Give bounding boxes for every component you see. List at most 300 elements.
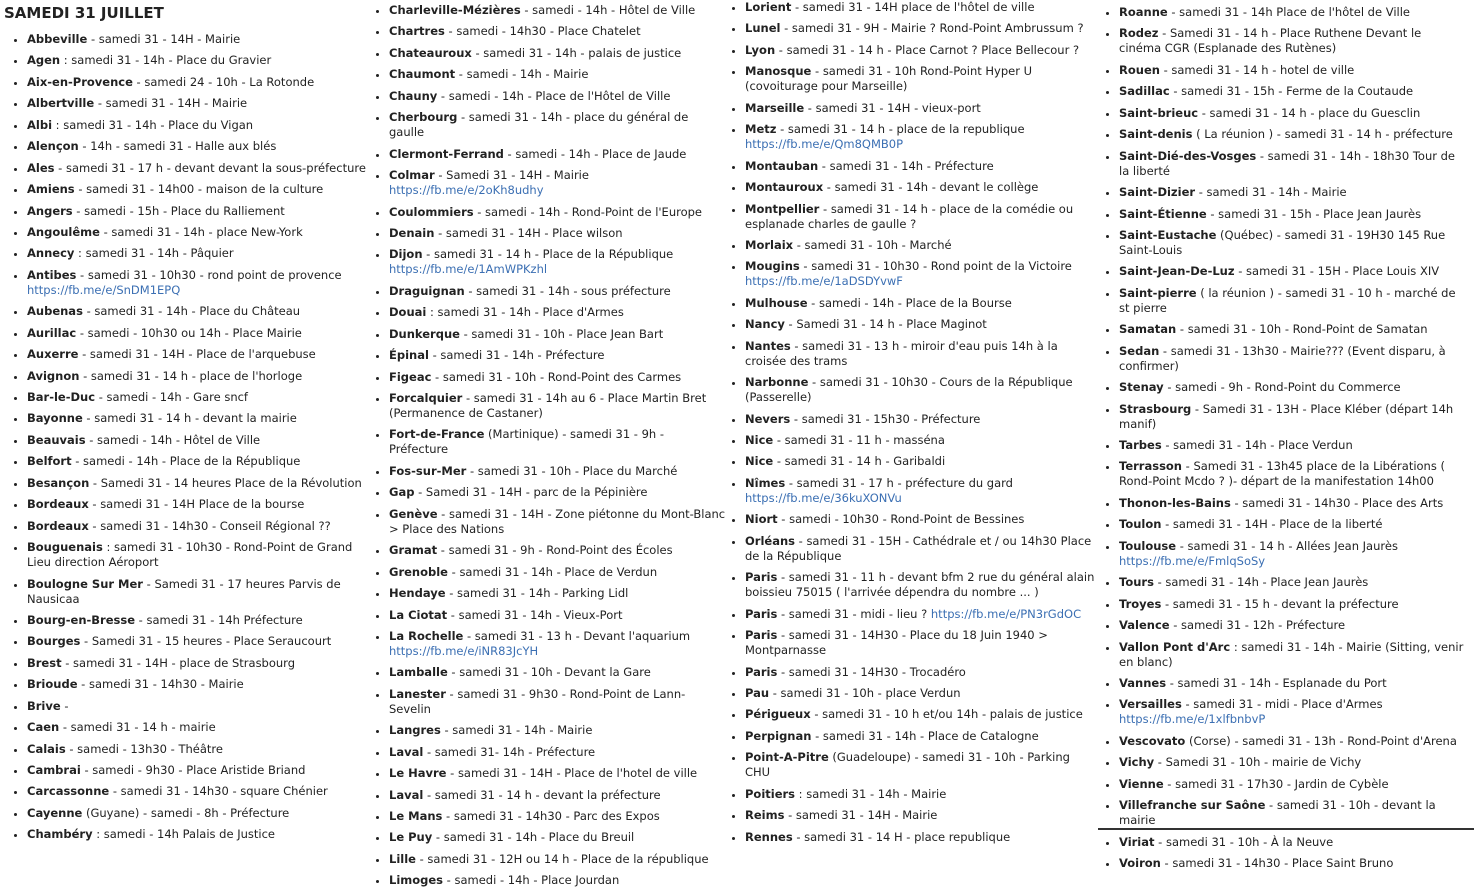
event-details: - samedi - 10h30 - Rond-Point de Bessines <box>777 512 1025 527</box>
list-item <box>745 296 1096 311</box>
list-item <box>1119 856 1466 871</box>
list-item <box>27 784 370 799</box>
event-link[interactable]: https://fb.me/e/SnDM1EPQ <box>27 282 181 297</box>
list-item <box>745 159 1096 174</box>
event-details: : samedi 31 - 10h30 - Rond-Point de Grand Lieu direction Aéroport <box>27 540 353 570</box>
city-name: Abbeville <box>27 32 88 46</box>
list-item <box>27 613 370 628</box>
list-item <box>27 268 370 298</box>
event-details: - Samedi 31 - 15 heures - Place Seraucourt <box>80 634 332 649</box>
city-name: Le Puy <box>389 830 433 845</box>
event-details: - samedi 31 - 14h - sous préfecture <box>464 283 671 298</box>
list-item <box>389 873 726 888</box>
event-details: - samedi - 14h30 - Place Chatelet <box>444 24 641 39</box>
city-name: Fos-sur-Mer <box>389 463 467 478</box>
event-details: - samedi 31 - 14H place de l'hôtel de ville <box>791 0 1035 14</box>
event-link[interactable]: https://fb.me/e/FmlqSoSy <box>1119 553 1266 568</box>
city-name: Reims <box>745 808 785 823</box>
list-item <box>745 433 1096 448</box>
list-item <box>745 534 1096 564</box>
list-item <box>745 64 1096 94</box>
list-item <box>389 247 726 277</box>
city-name: Paris <box>745 570 778 585</box>
city-name: Albertville <box>27 96 95 111</box>
list-item <box>27 806 370 821</box>
city-name: Rouen <box>1119 62 1160 77</box>
event-details: - samedi 31 - 9h - Rond-Point des Écoles <box>437 543 673 558</box>
city-name: Gramat <box>389 543 438 558</box>
event-details: ( la réunion ) - samedi 31 - 10 h - marché de st pierre <box>1119 285 1456 315</box>
event-link[interactable]: https://fb.me/e/1AmWPKzhl <box>389 262 548 277</box>
city-name: Roanne <box>1119 5 1168 19</box>
list-item <box>745 375 1096 405</box>
list-item <box>389 565 726 580</box>
event-details: - 14h - samedi 31 - Halle aux blés <box>78 139 277 154</box>
city-name: Genève <box>389 506 438 521</box>
event-details: - samedi 31 - 14h Place de l'hôtel de Ville <box>1167 5 1410 19</box>
event-details: - samedi 31 - 17 h - préfecture du gard <box>785 475 1013 490</box>
list-item <box>745 808 1096 823</box>
city-name: Épinal <box>389 348 429 363</box>
list-item <box>745 750 1096 780</box>
city-name: Bayonne <box>27 411 83 426</box>
event-details: - samedi - 9h30 - Place Aristide Briand <box>80 763 306 777</box>
event-details: - samedi 31 - 14 h - Place Carnot ? Place Bellecour ? <box>775 42 1080 57</box>
list-item <box>1119 734 1466 749</box>
city-name: Coulommiers <box>389 204 474 219</box>
list-item <box>27 497 370 512</box>
event-details: - samedi - 14h - Mairie <box>455 67 589 82</box>
event-details: - samedi - 15h - Place du Ralliement <box>72 203 285 218</box>
event-details: : samedi 31 - 14h - Place du Gravier <box>60 53 272 68</box>
list-item <box>1119 835 1466 850</box>
event-details: - samedi - 14h - Place de l'Hôtel de Ville <box>437 88 671 103</box>
event-details: - samedi 31 - 14 h - Garibaldi <box>773 454 946 469</box>
city-name: Strasbourg <box>1119 401 1192 416</box>
list-item <box>27 118 370 133</box>
list-item <box>1119 640 1466 670</box>
event-details: : samedi 31 - 14h - Mairie (Sitting, venir en blanc) <box>1119 639 1464 669</box>
city-name: Saint-Étienne <box>1119 206 1207 221</box>
event-link[interactable]: https://fb.me/e/iNR83JcYH <box>389 643 539 658</box>
city-name: Colmar <box>389 168 435 183</box>
event-details: - samedi - 14h - Gare sncf <box>95 390 248 404</box>
list-item <box>27 634 370 649</box>
event-details: (Québec) - samedi 31 - 19H30 145 Rue Saint-Louis <box>1119 227 1446 257</box>
list-item <box>1119 63 1466 78</box>
event-details: - samedi 31 - 14H30 - Place du 18 Juin 1940 > Montparnasse <box>745 628 1048 658</box>
event-details: - samedi 31 - 14 H - place republique <box>792 829 1011 844</box>
city-name: Pau <box>745 685 770 700</box>
event-details: - samedi 31 - 14h - place du général de gaulle <box>389 110 689 140</box>
event-details: - samedi 31 - 10h - Marché <box>793 237 952 252</box>
city-name: Boulogne Sur Mer <box>27 576 143 591</box>
event-link[interactable]: https://fb.me/e/1aDSDYvwF <box>745 274 903 289</box>
event-details: : samedi - 14h Palais de Justice <box>92 827 275 842</box>
city-name: Morlaix <box>745 237 794 252</box>
list-item <box>745 476 1096 506</box>
list-item <box>745 729 1096 744</box>
city-name: Paris <box>745 664 778 679</box>
city-name: Angoulême <box>27 224 100 239</box>
list-item <box>27 519 370 534</box>
city-name: Annecy <box>27 246 75 261</box>
city-name: Lyon <box>745 42 776 57</box>
list-item <box>745 686 1096 701</box>
list-item <box>745 665 1096 680</box>
event-details: - samedi 31 - 10h30 - rond point de provence <box>76 267 342 282</box>
city-name: Fort-de-France <box>389 427 485 442</box>
city-name: Grenoble <box>389 564 448 579</box>
list-item <box>745 180 1096 195</box>
event-details: - samedi 31 - 14h30 - Place des Arts <box>1230 495 1444 510</box>
event-details: - samedi 31 - 14H Place de la bourse <box>88 497 305 512</box>
list-item <box>27 677 370 692</box>
city-name: Orléans <box>745 533 795 548</box>
list-item <box>389 852 726 867</box>
event-details: - samedi 31 - 15h - Ferme de la Coutaude <box>1169 84 1414 99</box>
list-item <box>1119 438 1466 453</box>
event-details: - Samedi 31 - 13h45 place de la Libérations ( Rond-Point Mcdo ? )- départ de la manifestation 14h00 <box>1119 459 1445 489</box>
list-item <box>1119 286 1466 316</box>
event-details: - Samedi 31 - 14H - parc de la Pépinière <box>414 485 648 500</box>
city-name: Clermont-Ferrand <box>389 146 504 161</box>
city-name: Point-A-Pitre <box>745 750 829 765</box>
list-item <box>1119 185 1466 200</box>
event-details: - samedi 31 - 14h - Préfecture <box>428 348 605 363</box>
list-item <box>389 168 726 198</box>
city-name: Saint-Jean-De-Luz <box>1119 264 1235 279</box>
city-name: Calais <box>27 741 66 756</box>
event-details: - samedi 31 - 14h - Parking Lidl <box>445 586 629 601</box>
event-details: - samedi 31 - 10h - Place Jean Bart <box>459 326 664 341</box>
event-details: - samedi 31 - 14 h - mairie <box>59 720 216 735</box>
list-item <box>745 570 1096 600</box>
city-name: Douai <box>389 305 427 320</box>
event-details: - samedi - 13h30 - Théâtre <box>65 741 223 756</box>
event-details: - samedi 31 - 17h30 - Jardin de Cybèle <box>1163 776 1389 791</box>
list-item <box>1119 5 1466 20</box>
list-item <box>389 507 726 537</box>
list-item <box>1119 228 1466 258</box>
list-item <box>389 608 726 623</box>
city-name: Périgueux <box>745 707 811 722</box>
event-details: - samedi 31 - 14h30 - Place Saint Bruno <box>1160 856 1394 870</box>
list-item <box>745 454 1096 469</box>
list-item <box>745 238 1096 253</box>
city-name: Avignon <box>27 368 80 383</box>
event-link[interactable]: https://fb.me/e/1xlfbnbvP <box>1119 712 1266 727</box>
city-name: Rennes <box>745 829 793 844</box>
list-item <box>27 347 370 362</box>
city-name: Aurillac <box>27 325 77 340</box>
list-item <box>1119 344 1466 374</box>
list-item <box>389 629 726 659</box>
list-item <box>1119 84 1466 99</box>
city-name: Troyes <box>1119 596 1162 611</box>
event-details: (Guadeloupe) - samedi 31 - 10h - Parking CHU <box>745 750 1070 780</box>
city-name: Metz <box>745 122 777 137</box>
event-details: - samedi 31 - 14 h - Place de la République <box>422 247 674 262</box>
event-details: - samedi 31 - 14H - place de Strasbourg <box>61 655 296 670</box>
city-name: Manosque <box>745 64 812 79</box>
event-details: - samedi 31 - 14h au 6 - Place Martin Bret (Permanence de Castaner) <box>389 391 707 420</box>
city-name: Villefranche sur Saône <box>1119 798 1266 813</box>
list-item <box>389 305 726 320</box>
event-details: - samedi 31 - 17 h - devant devant la sous-préfecture <box>54 160 366 175</box>
city-name: Sedan <box>1119 343 1160 358</box>
list-item <box>389 745 726 760</box>
event-details: - samedi - 14h - Place de Jaude <box>503 146 687 161</box>
list-item <box>389 370 726 385</box>
city-name: Tarbes <box>1119 438 1162 452</box>
event-details: - samedi 31 - midi - lieu ? <box>777 606 931 621</box>
city-name: Laval <box>389 787 424 802</box>
city-name: Saint-denis <box>1119 127 1193 142</box>
event-details: - samedi 31 - 14H - Place de l'arquebuse <box>78 347 316 362</box>
city-name: Laval <box>389 744 424 759</box>
city-name: Alençon <box>27 139 79 154</box>
list-item <box>389 110 726 140</box>
column-3 <box>730 0 1096 851</box>
event-details: - samedi 31 - 14H - Mairie <box>87 32 241 46</box>
event-details: - Samedi 31 - 14H - Mairie <box>434 168 589 183</box>
city-name: Mougins <box>745 259 800 274</box>
city-name: Lunel <box>745 21 781 36</box>
event-details: - samedi 31 - midi - Place d'Armes <box>1181 697 1383 712</box>
event-link[interactable]: https://fb.me/e/2oKh8udhy <box>389 183 544 198</box>
city-name: Vichy <box>1119 755 1155 770</box>
city-name: Tours <box>1119 575 1154 590</box>
list-item <box>1119 517 1466 532</box>
city-name: Hendaye <box>389 586 446 601</box>
event-link[interactable]: https://fb.me/e/36kuXONVu <box>745 490 902 505</box>
event-details: - samedi 31 - 10h - À la Neuve <box>1154 834 1334 849</box>
event-details: - samedi 31 - 14h - Mairie <box>440 723 593 738</box>
event-details: - samedi 31 - 11 h - masséna <box>773 433 945 447</box>
list-item <box>1119 459 1466 489</box>
city-name: La Ciotat <box>389 607 448 622</box>
city-name: Toulouse <box>1119 538 1177 553</box>
city-name: Samatan <box>1119 322 1177 337</box>
event-details: - samedi 31 - 11 h - devant bfm 2 rue du général alain boissieu 75015 ( l'arrivée dépendra du nombre ... ) <box>745 570 1095 600</box>
city-name: Le Havre <box>389 766 447 781</box>
event-details: - samedi 31 - 14H - Place de la liberté <box>1161 517 1383 532</box>
city-name: Nîmes <box>745 475 786 490</box>
city-name: Nancy <box>745 317 785 332</box>
event-details: - samedi 31 - 10 h et/ou 14h - palais de justice <box>810 707 1083 722</box>
city-name: Paris <box>745 606 778 621</box>
event-details: - samedi 31 - 14H - Place de l'hotel de ville <box>446 766 698 781</box>
list-item <box>1119 676 1466 691</box>
list-item <box>389 327 726 342</box>
event-details: - samedi 31 - 10h - Rond-Point de Samatan <box>1176 322 1428 337</box>
event-details: - samedi 31 - 14H - Place wilson <box>434 225 623 240</box>
event-details: - samedi 31 - 10h30 - Rond point de la Victoire <box>799 259 1072 274</box>
list-item <box>1119 26 1466 56</box>
event-details: - samedi 31 - 10h - devant la mairie <box>1119 798 1436 828</box>
city-name: Gap <box>389 485 415 500</box>
list-item <box>27 433 370 448</box>
list-item <box>27 75 370 90</box>
list-item <box>27 139 370 154</box>
event-details: - samedi 31 - 14h - Place de Verdun <box>447 564 658 579</box>
city-name: Chateauroux <box>389 45 472 60</box>
event-details: - samedi 31 - 14h Préfecture <box>135 612 303 627</box>
event-details: - samedi 31 - 14H - Mairie <box>784 808 938 823</box>
event-details: - Samedi 31 - 14 h - Place Ruthene Devant le cinéma CGR (Esplanade des Rutènes) <box>1119 26 1422 56</box>
event-details: - samedi 31 - 9h30 - Rond-Point de Lann-Sevelin <box>389 686 686 716</box>
list-item <box>389 687 726 717</box>
list-item <box>27 656 370 671</box>
list-item <box>389 24 726 39</box>
city-name: Le Mans <box>389 809 443 823</box>
city-name: Beauvais <box>27 432 86 447</box>
event-details: - samedi 31 - 14h - place New-York <box>99 224 303 239</box>
event-details: - samedi 31 - 14H - Mairie <box>94 96 248 111</box>
page-title: SAMEDI 31 JUILLET <box>4 4 164 22</box>
list-item <box>27 182 370 197</box>
event-details: - samedi 31 - 10h - Place du Marché <box>466 463 678 478</box>
city-name: Chaumont <box>389 67 456 82</box>
event-details: - samedi 31 - 14 h - place de la comédie ou esplanade charles de gaulle ? <box>745 201 1074 231</box>
event-link[interactable]: https://fb.me/e/PN3rGdOC <box>930 606 1082 621</box>
event-details: ( La réunion ) - samedi 31 - 14 h - préfecture <box>1192 127 1453 142</box>
list-item <box>745 101 1096 116</box>
list-item <box>389 3 726 18</box>
list-item <box>745 43 1096 58</box>
event-details: - samedi 31 - 14H30 - Trocadéro <box>777 664 966 679</box>
event-details: - samedi 31 - 14h30 - Conseil Régional ?? <box>88 518 331 533</box>
list-item <box>389 89 726 104</box>
event-details: - samedi 31 - 12h - Préfecture <box>1169 618 1346 633</box>
city-name: Ales <box>27 160 55 175</box>
event-details: - samedi - 14h - Hôtel de Ville <box>520 3 696 17</box>
event-details: - Samedi 31 - 17 heures Parvis de Nausicaa <box>27 576 341 606</box>
city-name: Vannes <box>1119 675 1167 690</box>
event-details: - samedi 31 - 10h - Rond-Point des Carmes <box>431 369 682 384</box>
event-details: - samedi 31 - 15h - Place Jean Jaurès <box>1206 206 1422 221</box>
list-item <box>389 723 726 738</box>
list-item <box>27 304 370 319</box>
event-link[interactable]: https://fb.me/e/Qm8QMB0P <box>745 137 904 152</box>
city-name: Belfort <box>27 454 72 469</box>
list-item <box>389 788 726 803</box>
list-item <box>745 21 1096 36</box>
city-name: Lamballe <box>389 665 448 680</box>
event-details: - Samedi 31 - 10h - mairie de Vichy <box>1154 755 1362 770</box>
list-item <box>1119 496 1466 511</box>
city-name: Chambéry <box>27 827 93 842</box>
list-item <box>1119 777 1466 792</box>
event-details: - samedi 31 - 10h - place Verdun <box>769 685 961 700</box>
column-2 <box>374 3 726 895</box>
city-name: Carcassonne <box>27 784 110 799</box>
list-item <box>389 665 726 680</box>
city-name: Nevers <box>745 411 791 426</box>
event-details: - samedi 31 - 13h30 - Mairie??? (Event disparu, à confirmer) <box>1119 343 1446 373</box>
event-details: - samedi 31 - 14h30 - square Chénier <box>109 784 328 799</box>
event-details: - samedi 31 - 14h00 - maison de la culture <box>74 182 324 197</box>
list-item <box>27 369 370 384</box>
list-item <box>1119 380 1466 395</box>
event-details: : samedi 31 - 14h - Mairie <box>795 786 947 801</box>
city-name: Bourg-en-Bresse <box>27 612 136 627</box>
city-name: Limoges <box>389 873 444 888</box>
list-item <box>389 205 726 220</box>
event-details: (Martinique) - samedi 31 - 9h - Préfecture <box>389 427 665 457</box>
list-item <box>1119 402 1466 432</box>
list-item <box>1119 539 1466 569</box>
city-name: Versailles <box>1119 697 1182 712</box>
list-item <box>389 543 726 558</box>
city-name: Marseille <box>745 100 805 115</box>
list-item <box>27 326 370 341</box>
city-name: Charleville-Mézières <box>389 3 521 17</box>
event-details: - samedi 31 - 14h - Place Verdun <box>1161 438 1353 452</box>
list-item <box>389 391 726 421</box>
list-item <box>27 246 370 261</box>
city-name: Forcalquier <box>389 391 463 405</box>
city-name: Lille <box>389 851 416 866</box>
list-item <box>27 32 370 47</box>
event-details: - samedi 31 - 14h - Vieux-Port <box>447 607 623 622</box>
event-details: : samedi 31 - 14h - Pâquier <box>74 246 234 261</box>
event-details: (Corse) - samedi 31 - 13h - Rond-Point d'Arena <box>1185 733 1457 748</box>
event-details: - samedi 31 - 14H - Zone piétonne du Mont-Blanc > Place des Nations <box>389 506 726 536</box>
city-name: Niort <box>745 512 778 527</box>
city-name: Bourges <box>27 634 81 649</box>
list-item <box>27 454 370 469</box>
event-details: - Samedi 31 - 14 h - Place Maginot <box>784 317 987 332</box>
city-name: Narbonne <box>745 375 809 390</box>
event-details: - samedi 31 - 14h - palais de justice <box>471 45 682 60</box>
list-item <box>27 161 370 176</box>
list-item <box>389 830 726 845</box>
city-name: Rodez <box>1119 26 1159 41</box>
list-item <box>389 147 726 162</box>
city-name: Voiron <box>1119 856 1161 870</box>
city-name: Draguignan <box>389 283 465 298</box>
city-name: Nice <box>745 454 774 469</box>
city-name: Terrasson <box>1119 459 1182 474</box>
city-name: Bordeaux <box>27 518 89 533</box>
column-4 <box>1104 5 1466 877</box>
list-item <box>1119 264 1466 279</box>
city-name: Saint-Dizier <box>1119 185 1196 200</box>
event-details: - samedi 31 - 12H ou 14 h - Place de la république <box>415 851 709 866</box>
event-details: - samedi 31 - 14h - Préfecture <box>818 158 994 173</box>
event-details: - samedi 31 - 14h - Place du Breuil <box>432 830 635 845</box>
list-item <box>745 787 1096 802</box>
event-details: - samedi 31 - 15H - Place Louis XIV <box>1234 264 1440 279</box>
list-item <box>389 284 726 299</box>
event-details: - samedi 31 - 10h30 - Cours de la République (Passerelle) <box>745 375 1073 405</box>
list-item <box>27 540 370 570</box>
event-details: - samedi - 14h - Place de la République <box>71 454 301 469</box>
event-details: - samedi - 14h - Place de la Bourse <box>807 295 1012 310</box>
city-name: Brive <box>27 698 61 713</box>
event-details: - samedi 31 - 14h30 - Mairie <box>77 677 244 692</box>
city-name: Saint-Dié-des-Vosges <box>1119 148 1257 163</box>
event-details: - samedi 31 - 14 h - place de l'horloge <box>79 368 303 383</box>
event-details: - samedi 31 - 14 h - Allées Jean Jaurès <box>1176 538 1398 553</box>
list-item <box>389 485 726 500</box>
list-item <box>745 0 1096 15</box>
event-details: - samedi 31 - 9H - Mairie ? Rond-Point Ambrussum ? <box>780 21 1084 36</box>
city-name: Chauny <box>389 88 438 103</box>
city-name: Saint-pierre <box>1119 285 1197 300</box>
